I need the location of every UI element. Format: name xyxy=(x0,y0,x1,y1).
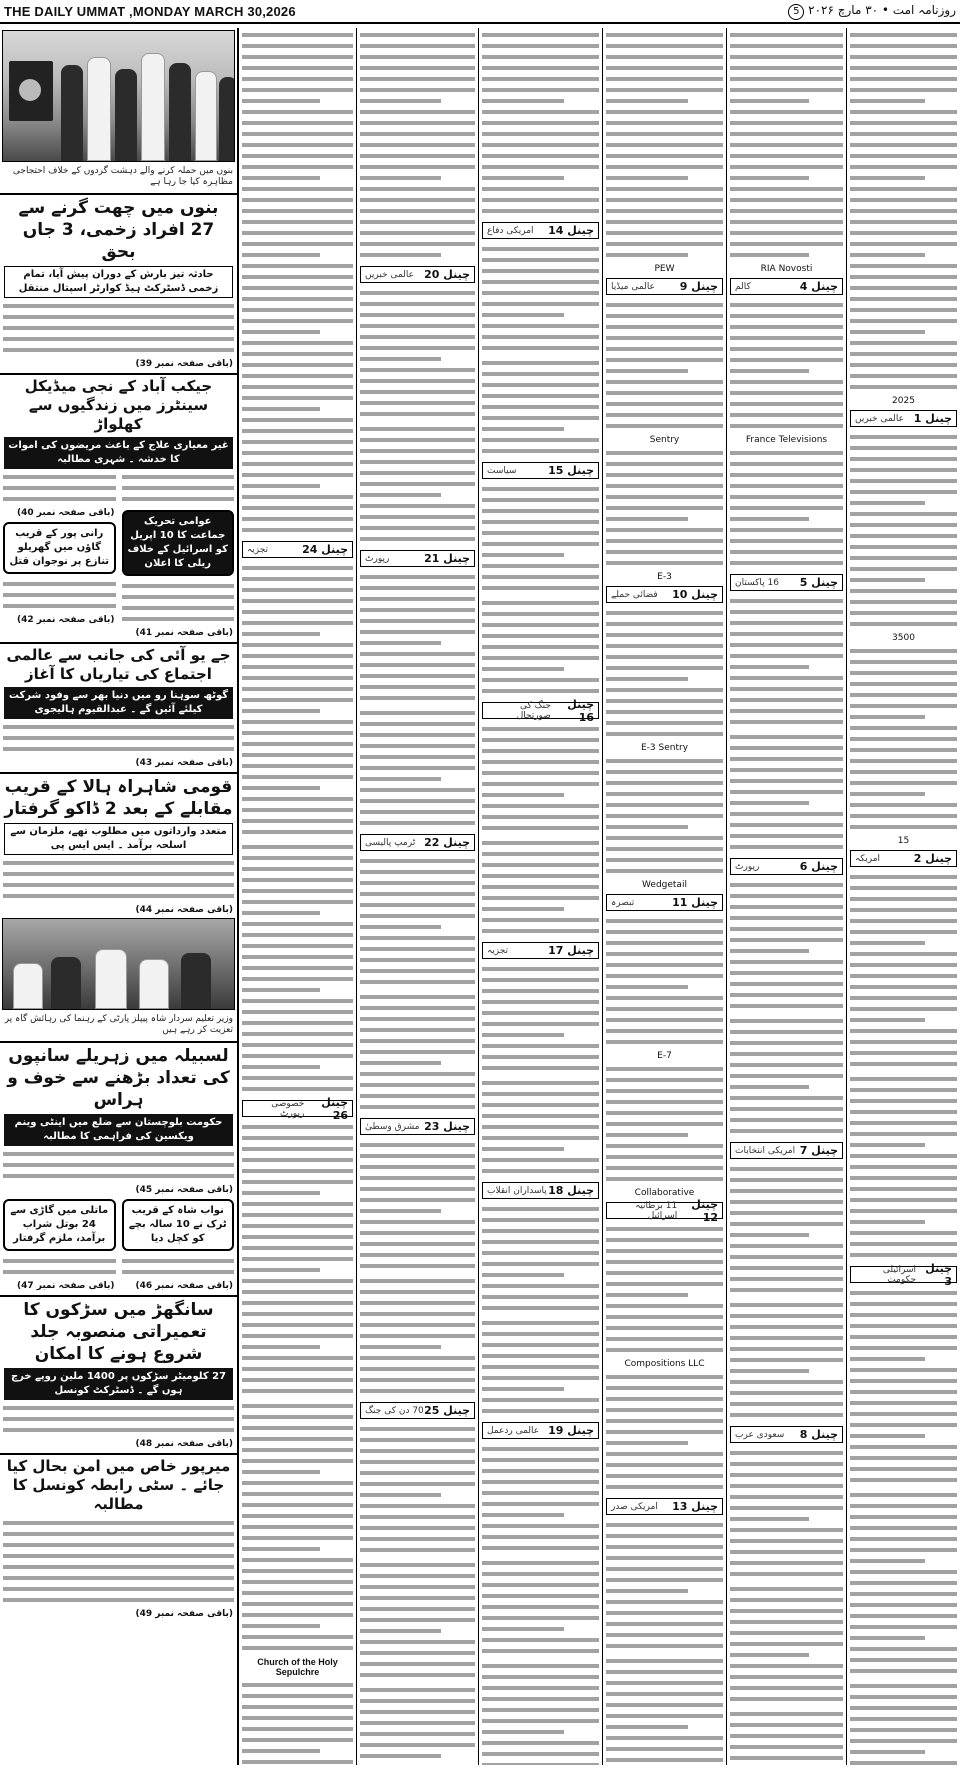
news-box: رانی پور کے قریب گاؤں میں گھریلو تنازع پر نوجوان قتل xyxy=(3,522,116,574)
story-header xyxy=(482,462,599,479)
story-text xyxy=(357,1558,478,1683)
inline-term: Sentry xyxy=(649,435,680,445)
story-text xyxy=(357,286,478,422)
story-text xyxy=(603,446,726,571)
story-text xyxy=(479,28,602,219)
story-text xyxy=(847,644,960,835)
story-kicker: عالمی میڈیا xyxy=(611,281,655,292)
story-text xyxy=(847,430,960,632)
story-number: چینل 24 xyxy=(302,543,348,556)
story-number: چینل 15 xyxy=(548,464,594,477)
story-number: چینل 2 xyxy=(913,852,952,865)
continued-note: (باقی صفحہ نمبر 39) xyxy=(135,359,233,369)
story-text xyxy=(357,422,478,547)
story-text xyxy=(603,1518,726,1654)
story-text xyxy=(603,754,726,879)
story-number: چینل 1 xyxy=(913,412,952,425)
story-text xyxy=(727,1298,846,1423)
story-header xyxy=(360,834,475,851)
headline: بنوں میں چھت گرنے سے 27 افراد زخمی، 3 جاں بحق xyxy=(0,193,237,265)
continued-note: (باقی صفحہ نمبر 45) xyxy=(135,1185,233,1195)
continued-note: (باقی صفحہ نمبر 49) xyxy=(135,1609,233,1619)
story-kicker: امریکی صدر xyxy=(611,1501,658,1512)
continued-note: (باقی صفحہ نمبر 43) xyxy=(135,758,233,768)
story-text xyxy=(603,606,726,742)
story-kicker: تجزیہ xyxy=(487,945,509,956)
story-text xyxy=(357,854,478,990)
inline-term: Collaborative xyxy=(634,1188,695,1198)
story-text xyxy=(357,990,478,1115)
story-text xyxy=(239,1399,356,1656)
story-text xyxy=(479,356,602,459)
story-text xyxy=(357,28,478,263)
story-text xyxy=(119,579,238,627)
story-header xyxy=(730,278,843,295)
news-box: نواب شاہ کے قریب ٹرک نے 10 سالہ بچے کو کچل دیا xyxy=(122,1199,235,1251)
story-header xyxy=(360,550,475,567)
story-text xyxy=(847,1488,960,1679)
story-text xyxy=(119,470,238,507)
news-column xyxy=(726,28,846,1765)
story-text xyxy=(847,870,960,1072)
headline: جیکب آباد کے نجی میڈیکل سینٹرز میں زندگیوں سے کھلواڑ xyxy=(0,373,237,436)
story-text xyxy=(479,1556,602,1659)
story-header xyxy=(730,858,843,875)
story-number: چینل 8 xyxy=(799,1428,838,1441)
story-text xyxy=(727,1446,846,1582)
party-flag xyxy=(9,61,53,121)
story-text xyxy=(239,28,356,538)
inline-term: PEW xyxy=(654,264,675,274)
story-text xyxy=(479,1659,602,1765)
story-text xyxy=(603,1062,726,1187)
story-text xyxy=(847,1286,960,1488)
story-text xyxy=(727,594,846,730)
story-text xyxy=(727,1162,846,1298)
story-text xyxy=(727,1707,846,1765)
subheadline: گوٹھ سوہنا رو میں دنیا بھر سے وفود شرکت کیلئے آئیں گے ۔ عبدالقیوم ہالیجوی xyxy=(4,687,233,719)
continued-note: (باقی صفحہ نمبر 42) xyxy=(16,615,115,625)
inline-term: 15 xyxy=(897,836,910,846)
subheadline: 27 کلومیٹر سڑکوں پر 1400 ملین روپے خرچ ہوں گے ۔ ڈسٹرکٹ کونسل xyxy=(4,1368,233,1400)
story-header xyxy=(850,410,957,427)
story-text xyxy=(479,1442,602,1556)
story-text xyxy=(479,1316,602,1419)
news-box: عوامی تحریک جماعت کا 10 اپریل کو اسرائیل کے خلاف ریلی کا اعلان xyxy=(122,510,235,576)
story-kicker: جنگ کی صورتحال xyxy=(516,700,551,721)
story-header xyxy=(606,1197,723,1224)
story-number: چینل 20 xyxy=(424,268,470,281)
story-text xyxy=(479,962,602,1076)
story-text xyxy=(357,1683,478,1765)
story-text xyxy=(239,1678,356,1765)
story-kicker: 11 برطانیہ اسرائیل xyxy=(635,1200,678,1221)
story-header xyxy=(482,1422,599,1439)
story-header xyxy=(242,541,353,558)
story-text xyxy=(603,914,726,1050)
story-text xyxy=(0,856,237,904)
story-header xyxy=(606,894,723,911)
story-number: چینل 3 xyxy=(925,1261,952,1288)
story-kicker: تبصرہ xyxy=(611,897,635,908)
story-text xyxy=(727,298,846,434)
photo-figure xyxy=(61,65,83,161)
story-number: چینل 18 xyxy=(548,1184,594,1197)
photo-figure xyxy=(115,69,137,161)
story-header xyxy=(730,1142,843,1159)
story-kicker: عالمی خبریں xyxy=(365,269,415,280)
story-kicker: فضائی حملے xyxy=(611,589,658,600)
inline-term: E-3 Sentry xyxy=(640,743,689,753)
story-number: چینل 6 xyxy=(799,860,838,873)
story-header xyxy=(360,266,475,283)
story-header xyxy=(482,1182,599,1199)
story-kicker: عالمی ردعمل xyxy=(487,1425,540,1436)
inline-term: France Televisions xyxy=(745,435,828,445)
photo-figure xyxy=(95,949,127,1009)
subheadline: حادثہ تیز بارش کے دوران پیش آیا، تمام زخمی ڈسٹرکٹ ہیڈ کوارٹر اسپتال منتقل xyxy=(4,266,233,298)
photo-figure xyxy=(181,953,211,1009)
condolence-photo xyxy=(2,918,235,1010)
story-number: چینل 22 xyxy=(424,836,470,849)
story-kicker: عالمی خبریں xyxy=(855,413,905,424)
story-number: چینل 5 xyxy=(799,576,838,589)
headline: سانگھڑ میں سڑکوں کا تعمیراتی منصوبہ جلد شروع ہونے کا امکان xyxy=(0,1295,237,1367)
photo-figure xyxy=(87,57,111,161)
story-header xyxy=(242,1095,353,1122)
story-header xyxy=(850,850,957,867)
continued-note: (باقی صفحہ نمبر 48) xyxy=(135,1439,233,1449)
story-number: چینل 7 xyxy=(799,1144,838,1157)
story-header xyxy=(730,574,843,591)
photo-figure xyxy=(51,957,81,1009)
story-header xyxy=(360,1118,475,1135)
story-text xyxy=(479,1076,602,1179)
story-text xyxy=(603,298,726,434)
story-kicker: امریکہ xyxy=(855,853,881,864)
photo-figure xyxy=(169,63,191,161)
protest-photo xyxy=(2,30,235,162)
masthead-english: THE DAILY UMMAT ,MONDAY MARCH 30,2026 xyxy=(4,3,296,19)
story-kicker: امریکی انتخابات xyxy=(735,1145,796,1156)
story-kicker: رپورٹ xyxy=(365,553,390,564)
story-number: چینل 14 xyxy=(548,224,594,237)
story-number: چینل 19 xyxy=(548,1424,594,1437)
story-kicker: کالم xyxy=(735,281,751,292)
headline: میرپور خاص میں امن بحال کیا جائے ۔ سٹی رابطہ کونسل کا مطالبہ xyxy=(0,1453,237,1516)
story-number: چینل 21 xyxy=(424,552,470,565)
story-text xyxy=(727,446,846,571)
photo-figure xyxy=(13,963,43,1009)
story-number: چینل 25 xyxy=(424,1404,470,1417)
story-text xyxy=(727,1582,846,1707)
story-number: چینل 16 xyxy=(567,697,594,724)
inline-term: 3500 xyxy=(892,633,915,643)
news-column xyxy=(846,28,960,1765)
story-text xyxy=(357,1274,478,1399)
inline-term: Wedgetail xyxy=(642,880,687,890)
story-header xyxy=(730,1426,843,1443)
story-kicker: رپورٹ xyxy=(735,861,760,872)
headline: جے یو آئی کی جانب سے عالمی اجتماع کی تیاریاں کا آغاز xyxy=(0,642,237,686)
story-number: چینل 9 xyxy=(679,280,718,293)
continued-note: (باقی صفحہ نمبر 40) xyxy=(16,508,115,518)
story-text xyxy=(479,722,602,836)
masthead-urdu-text: روزنامہ امت • ۳۰ مارچ ۲۰۲۶ xyxy=(808,2,956,17)
story-kicker: اسرائیلی حکومت xyxy=(882,1264,917,1285)
story-text xyxy=(0,1147,237,1184)
inline-term: Compositions LLC xyxy=(624,1359,705,1369)
headline: قومی شاہراہ ہالا کے قریب مقابلے کے بعد 2 ڈاکو گرفتار xyxy=(0,772,237,822)
story-text xyxy=(603,1654,726,1765)
story-text xyxy=(239,561,356,840)
photo-figure xyxy=(219,77,235,161)
story-number: چینل 11 xyxy=(672,896,718,909)
story-number: چینل 10 xyxy=(672,588,718,601)
story-text xyxy=(847,1072,960,1263)
continued-note: (باقی صفحہ نمبر 44) xyxy=(135,905,233,915)
inline-term: E-7 xyxy=(657,1051,672,1061)
story-header xyxy=(482,697,599,724)
news-column xyxy=(602,28,726,1765)
story-header xyxy=(482,222,599,239)
news-box: ماتلی میں گاڑی سے 24 بوتل شراب برآمد، ملزم گرفتار xyxy=(3,1199,116,1251)
story-kicker: سعودی عرب xyxy=(735,1429,785,1440)
story-text xyxy=(0,1516,237,1608)
continued-note: (باقی صفحہ نمبر 47) xyxy=(16,1281,115,1291)
story-text xyxy=(0,1401,237,1438)
story-kicker: پاسداران انقلاب xyxy=(487,1185,547,1196)
story-header xyxy=(360,1402,475,1419)
story-header xyxy=(606,1498,723,1515)
story-kicker: امریکی دفاع xyxy=(487,225,534,236)
story-kicker: تجزیہ xyxy=(247,544,269,555)
story-kicker: خصوصی رپورٹ xyxy=(271,1098,305,1119)
masthead xyxy=(0,0,960,24)
story-text xyxy=(727,730,846,855)
story-text xyxy=(0,1254,119,1280)
story-header xyxy=(606,278,723,295)
story-text xyxy=(727,28,846,263)
inline-term: RIA Novosti xyxy=(760,264,813,274)
story-text xyxy=(479,596,602,699)
regional-news-section xyxy=(0,28,238,1765)
story-text xyxy=(239,1120,356,1399)
story-text xyxy=(239,840,356,1097)
story-kicker: مشرق وسطیٰ xyxy=(365,1121,420,1132)
subheadline: متعدد وارداتوں میں مطلوب تھے، ملزمان سے اسلحہ برآمد ۔ ایس ایس پی xyxy=(4,823,233,855)
photo-figure xyxy=(139,959,169,1009)
continued-note: (باقی صفحہ نمبر 41) xyxy=(135,628,233,638)
story-number: چینل 13 xyxy=(672,1500,718,1513)
headline: لسبیلہ میں زہریلے سانپوں کی تعداد بڑھنے سے خوف و ہراس xyxy=(0,1041,237,1113)
story-text xyxy=(0,470,119,507)
story-text xyxy=(119,1254,238,1280)
story-kicker: 70 دن کی جنگ xyxy=(365,1405,424,1416)
story-text xyxy=(847,28,960,395)
story-header xyxy=(850,1261,957,1288)
story-text xyxy=(603,1222,726,1358)
story-number: چینل 26 xyxy=(321,1095,348,1122)
masthead-urdu xyxy=(784,3,956,20)
story-header xyxy=(482,942,599,959)
story-text xyxy=(727,878,846,1014)
story-text xyxy=(603,1370,726,1495)
news-column xyxy=(238,28,356,1765)
story-number: چینل 17 xyxy=(548,944,594,957)
photo-caption: وزیر تعلیم سردار شاہ پیپلز پارٹی کے رہنما کی رہائش گاہ پر تعزیت کر رہے ہیں xyxy=(4,1014,233,1035)
story-text xyxy=(0,720,237,757)
story-text xyxy=(847,1679,960,1765)
story-text xyxy=(0,577,119,614)
continued-note: (باقی صفحہ نمبر 46) xyxy=(135,1281,233,1291)
story-text xyxy=(0,299,237,358)
story-text xyxy=(727,1014,846,1139)
story-number: چینل 4 xyxy=(799,280,838,293)
story-header xyxy=(606,586,723,603)
story-number: چینل 23 xyxy=(424,1120,470,1133)
inline-term: E-3 xyxy=(657,572,672,582)
inline-term: Church of the Holy Sepulchre xyxy=(257,1657,338,1677)
news-column xyxy=(478,28,602,1765)
story-text xyxy=(479,1202,602,1316)
story-kicker: سیاست xyxy=(487,465,517,476)
story-number: چینل 12 xyxy=(691,1197,718,1224)
news-column xyxy=(356,28,478,1765)
story-text xyxy=(357,570,478,706)
story-text xyxy=(357,1138,478,1274)
story-text xyxy=(357,1422,478,1558)
page-number: 5 xyxy=(788,4,804,20)
story-text xyxy=(479,482,602,596)
story-kicker: 16 پاکستان xyxy=(735,577,779,588)
story-text xyxy=(603,28,726,263)
subheadline: غیر معیاری علاج کے باعث مریضوں کی اموات کا خدشہ ۔ شہری مطالبہ xyxy=(4,437,233,469)
photo-figure xyxy=(141,53,165,161)
inline-term: 2025 xyxy=(892,396,915,406)
photo-figure xyxy=(195,71,217,161)
story-kicker: ٹرمپ پالیسی xyxy=(365,837,416,848)
subheadline: حکومت بلوچستان سے ضلع میں اینٹی وینم ویکسین کی فراہمی کا مطالبہ xyxy=(4,1114,233,1146)
story-text xyxy=(479,242,602,356)
story-text xyxy=(357,706,478,831)
story-text xyxy=(479,836,602,939)
photo-caption: بنوں میں حملہ کرنے والے دہشت گردوں کے خلاف احتجاجی مظاہرہ کیا جا رہا ہے xyxy=(12,166,233,187)
